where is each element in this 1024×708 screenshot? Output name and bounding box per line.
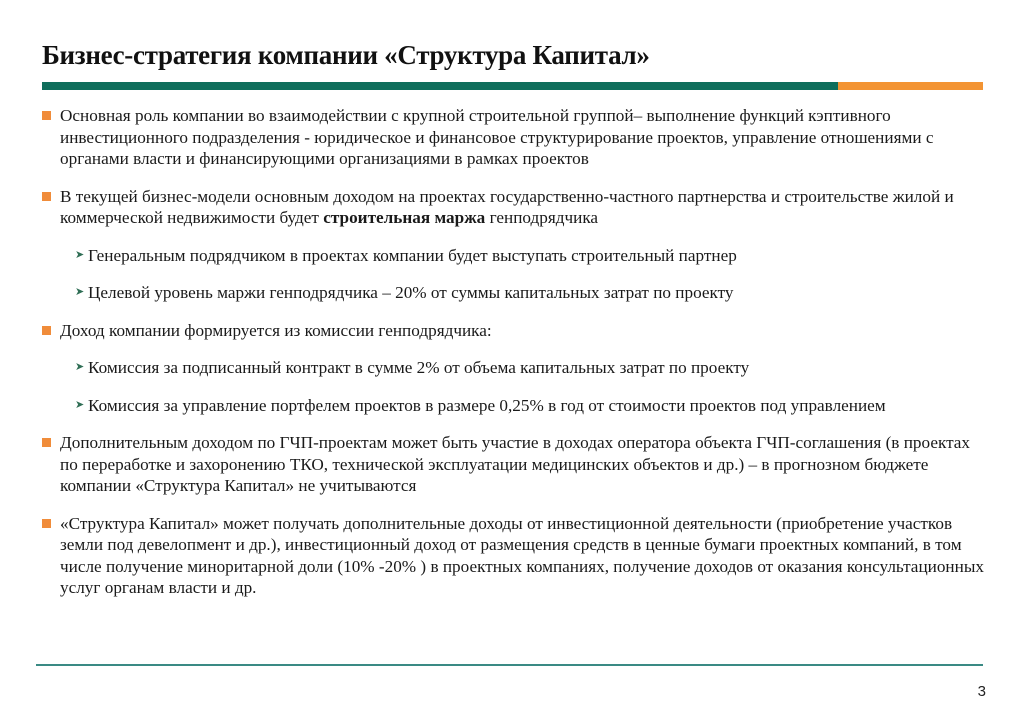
bullet-item — [42, 105, 992, 170]
sub-bullet-item — [42, 245, 992, 267]
sub-bullet-text: Комиссия за управление портфелем проектов в размере 0,25% в год от стоимости проектов под управлением — [88, 395, 886, 415]
bullet-text: Доход компании формируется из комиссии генподрядчика: — [60, 320, 492, 340]
square-bullet-icon — [42, 326, 51, 335]
title-underline-orange — [838, 82, 983, 90]
bullet-item — [42, 320, 992, 342]
bullet-item — [42, 513, 992, 599]
arrow-bullet-icon — [75, 357, 84, 379]
square-bullet-icon — [42, 192, 51, 201]
bold-emphasis: строительная маржа — [323, 208, 486, 227]
bullet-text: В текущей бизнес-модели основным доходом на проектах государственно-частного партнерства и строительстве жилой и коммерческой недвижимости будет — [60, 186, 954, 227]
square-bullet-icon — [42, 438, 51, 447]
arrow-bullet-icon — [75, 282, 84, 304]
sub-bullet-text: Генеральным подрядчиком в проектах компании будет выступать строительный партнер — [88, 245, 737, 265]
square-bullet-icon — [42, 519, 51, 528]
footer-divider — [36, 664, 983, 666]
sub-bullet-item — [42, 395, 992, 417]
page-number: 3 — [977, 683, 986, 700]
square-bullet-icon — [42, 111, 51, 120]
bullet-text: «Структура Капитал» может получать дополнительные доходы от инвестиционной деятельности (приобретение участков земли под девелопмент и др.), инвестиционный доход от размещения средств в ценные бумаги проектных компаний, в том числе получение миноритарной доли (10% -20% ) в проектных компаниях, получение доходов от оказания консультационных услуг органам власти и др. — [60, 513, 984, 597]
bullet-item — [42, 186, 992, 229]
bullet-text: генподрядчика — [485, 208, 599, 227]
bullet-text: Дополнительным доходом по ГЧП-проектам может быть участие в доходах оператора объекта ГЧП-соглашения (в проектах по переработке и захоронению ТКО, технической эксплуатации медицинских объектов и др.) – в прогнозном бюджете компании «Структура Капитал» не учитываются — [60, 433, 971, 495]
sub-bullet-item — [42, 357, 992, 379]
bullet-text: Основная роль компании во взаимодействии с крупной строительной группой– выполнение функций кэптивного инвестиционного подразделения - юридическое и финансовое структурирование проектов, управление отношениями с органами власти и финансирующими организациями в рамках проектов — [60, 106, 934, 168]
sub-bullet-text: Целевой уровень маржи генподрядчика – 20% от суммы капитальных затрат по проекту — [88, 283, 734, 302]
title-underline-green — [42, 82, 838, 90]
bullet-list — [42, 105, 992, 615]
sub-bullet-item — [42, 282, 992, 304]
bullet-item — [42, 432, 992, 497]
sub-bullet-text: Комиссия за подписанный контракт в сумме 2% от объема капитальных затрат по проекту — [88, 358, 750, 377]
slide-title: Бизнес-стратегия компании «Структура Капитал» — [42, 40, 650, 70]
arrow-bullet-icon — [75, 395, 84, 417]
arrow-bullet-icon — [75, 245, 84, 267]
